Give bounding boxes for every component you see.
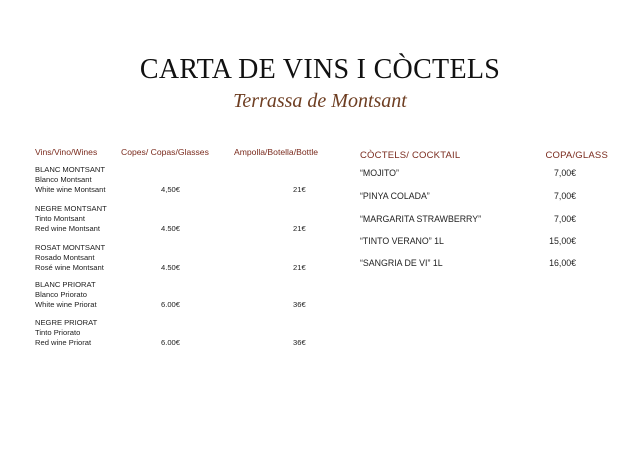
wine-glass-price: 6.00€ (161, 300, 181, 309)
wine-glass-price: 4.50€ (161, 263, 181, 272)
cocktail-price: 15,00€ (549, 236, 576, 246)
cocktail-price: 7,00€ (553, 214, 576, 224)
wine-name-en: Red wine Priorat (35, 338, 92, 347)
cocktail-name: “PINYA COLADA” (360, 191, 430, 201)
wine-bottle-price: 36€ (293, 338, 306, 347)
wine-glass-price: 4,50€ (161, 185, 181, 194)
menu-subtitle: Terrassa de Montsant (233, 90, 407, 112)
wine-item (35, 165, 105, 195)
wine-bottle-price: 21€ (293, 263, 306, 272)
cocktails-header: CÒCTELS/ COCKTAIL (360, 150, 461, 161)
wine-name-ca: BLANC MONTSANT (35, 165, 106, 174)
wine-item (35, 204, 107, 234)
wine-name-ca: ROSAT MONTSANT (35, 243, 106, 252)
wine-glass-price: 4.50€ (161, 224, 181, 233)
wine-name-en: White wine Montsant (35, 185, 106, 194)
wines-header: Vins/Vino/Wines (35, 147, 98, 157)
cocktail-price: 7,00€ (553, 191, 576, 201)
wine-bottle-price: 21€ (293, 224, 306, 233)
wine-bottle-price: 36€ (293, 300, 306, 309)
cocktail-price-header: COPA/GLASS (545, 150, 608, 161)
wine-name-ca: BLANC PRIORAT (35, 280, 96, 289)
wine-name-ca: NEGRE PRIORAT (35, 318, 98, 327)
cocktail-price: 16,00€ (549, 258, 576, 268)
wine-name-ca: NEGRE MONTSANT (35, 204, 107, 213)
wine-name-es: Tinto Montsant (35, 214, 85, 223)
cocktail-name: “MOJITO” (360, 168, 399, 178)
wine-item (35, 243, 105, 273)
wine-name-en: Red wine Montsant (35, 224, 101, 233)
wine-bottle-price: 21€ (293, 185, 306, 194)
glasses-header: Copes/ Copas/Glasses (121, 147, 209, 157)
wine-name-es: Blanco Priorato (35, 290, 87, 299)
wine-name-en: Rosé wine Montsant (35, 263, 104, 272)
cocktail-price: 7,00€ (553, 168, 576, 178)
wine-glass-price: 6.00€ (161, 338, 181, 347)
cocktail-name: “SANGRIA DE VI” 1L (360, 258, 443, 268)
wine-item (35, 318, 97, 348)
wine-name-es: Tinto Priorato (35, 328, 81, 337)
cocktail-name: “MARGARITA STRAWBERRY” (360, 214, 482, 224)
cocktail-name: “TINTO VERANO” 1L (360, 236, 444, 246)
bottle-header: Ampolla/Botella/Bottle (234, 147, 319, 157)
wine-item (35, 280, 97, 310)
wine-name-es: Blanco Montsant (35, 175, 92, 184)
menu-title: CARTA DE VINS I CÒCTELS (139, 54, 501, 85)
wine-name-es: Rosado Montsant (35, 253, 95, 262)
wine-name-en: White wine Priorat (35, 300, 97, 309)
